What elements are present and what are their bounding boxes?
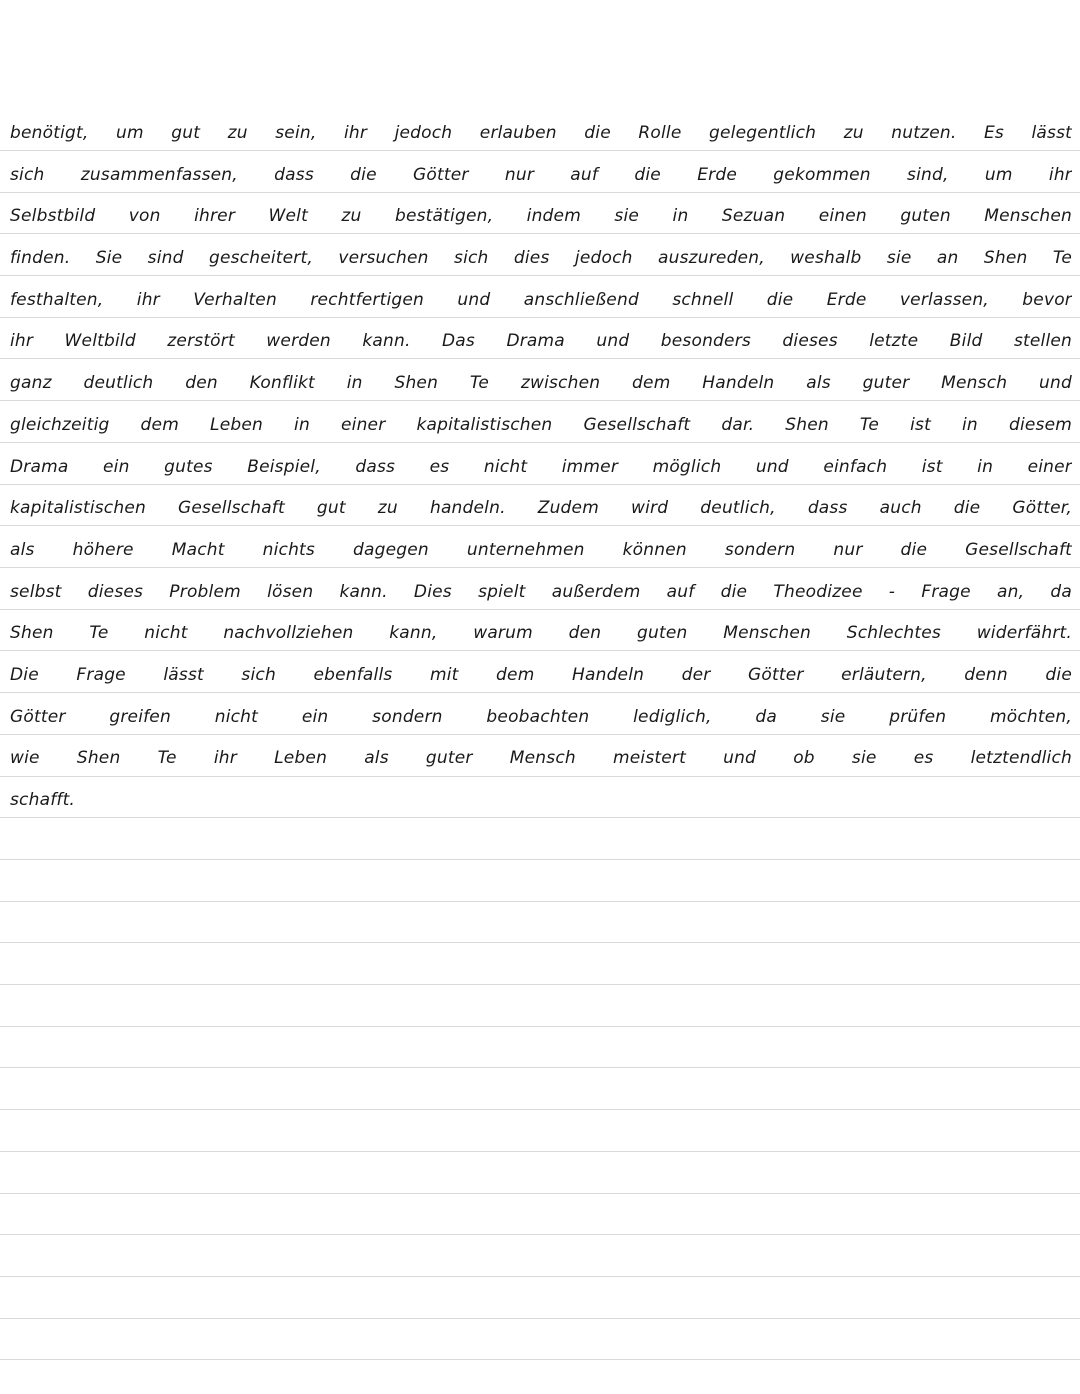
ruled-line — [0, 1318, 1080, 1319]
text-line-16: wie Shen Te ihr Leben als guter Mensch meistert und ob sie es letztendlich — [10, 748, 1072, 769]
text-line-11: als höhere Macht nichts dagegen unternehmen können sondern nur die Gesellschaft — [10, 539, 1072, 560]
text-line-2: sich zusammenfassen, dass die Götter nur auf die Erde gekommen sind, um ihr — [10, 164, 1072, 185]
text-line-5: festhalten, ihr Verhalten rechtfertigen und anschließend schnell die Erde verlassen, bevor — [10, 289, 1072, 310]
text-line-8: gleichzeitig dem Leben in einer kapitalistischen Gesellschaft dar. Shen Te ist in diesem — [10, 414, 1072, 435]
text-line-7: ganz deutlich den Konflikt in Shen Te zwischen dem Handeln als guter Mensch und — [10, 373, 1072, 394]
ruled-line — [0, 1067, 1080, 1068]
ruled-line — [0, 1026, 1080, 1027]
ruled-line — [0, 942, 1080, 943]
text-line-17: schafft. — [10, 790, 76, 810]
text-line-4: finden. Sie sind gescheitert, versuchen sich dies jedoch auszureden, weshalb sie an Shen Te — [10, 248, 1072, 269]
text-line-13: Shen Te nicht nachvollziehen kann, warum den guten Menschen Schlechtes widerfährt. — [10, 623, 1072, 644]
text-line-15: Götter greifen nicht ein sondern beobachten lediglich, da sie prüfen möchten, — [10, 706, 1072, 727]
ruled-line — [0, 1151, 1080, 1152]
ruled-line — [0, 1109, 1080, 1110]
text-line-14: Die Frage lässt sich ebenfalls mit dem Handeln der Götter erläutern, denn die — [10, 664, 1072, 685]
handwritten-text-block — [10, 118, 1072, 827]
text-line-12: selbst dieses Problem lösen kann. Dies spielt außerdem auf die Theodizee - Frage an, da — [10, 581, 1072, 602]
text-line-9: Drama ein gutes Beispiel, dass es nicht immer möglich und einfach ist in einer — [10, 456, 1072, 477]
ruled-line — [0, 1276, 1080, 1277]
ruled-line — [0, 1234, 1080, 1235]
ruled-line — [0, 1193, 1080, 1194]
text-line-1: benötigt, um gut zu sein, ihr jedoch erlauben die Rolle gelegentlich zu nutzen. Es lässt — [10, 123, 1072, 143]
ruled-line — [0, 984, 1080, 985]
text-line-3: Selbstbild von ihrer Welt zu bestätigen, indem sie in Sezuan einen guten Menschen — [10, 206, 1072, 227]
text-line-10: kapitalistischen Gesellschaft gut zu handeln. Zudem wird deutlich, dass auch die Götter, — [10, 498, 1072, 519]
ruled-line — [0, 901, 1080, 902]
ruled-line — [0, 859, 1080, 860]
text-line-6: ihr Weltbild zerstört werden kann. Das Drama und besonders dieses letzte Bild stellen — [10, 331, 1072, 352]
ruled-line — [0, 1359, 1080, 1360]
